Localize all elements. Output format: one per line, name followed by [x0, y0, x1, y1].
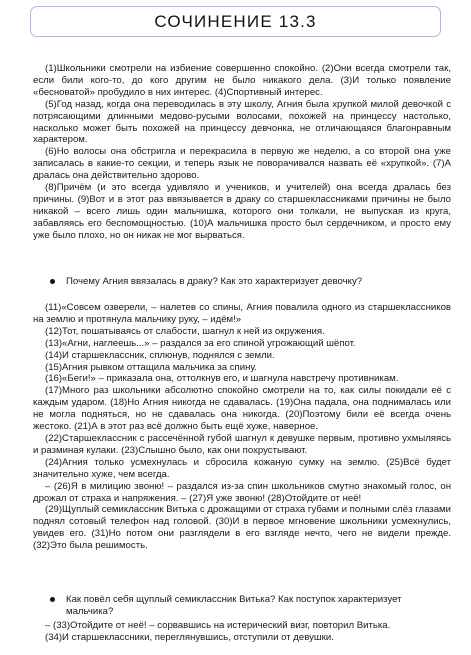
paragraph: (29)Щуплый семиклассник Витька с дрожащими от страха губами и полными слёз глазами поднял сотовый телефон над головой. (30)И в первое мгновение школьники усмехнулись, увидев его. (31)Но потом они разглядели в его взгляде нечто, чего не видели прежде. (32)Это была решимость.: [33, 504, 451, 552]
text-block-3: [33, 620, 451, 644]
paragraph: (1)Школьники смотрели на избиение совершенно спокойно. (2)Они всегда смотрели так, если били кого-то, до кого другим не было никакого дела. (3)И только появление «бесноватой» пробудило в них интерес. (4)Спортивный интерес.: [33, 63, 451, 98]
paragraph: (24)Агния только усмехнулась и сбросила кожаную сумку на землю. (25)Всё будет значительно хуже, чем всегда.: [33, 456, 451, 480]
paragraph: (34)И старшеклассники, переглянувшись, отступили от девушки.: [45, 631, 334, 643]
question-text: Как повёл себя щуплый семиклассник Витька? Как поступок характеризует мальчика?: [66, 594, 402, 617]
paragraph: (16)«Беги!» – приказала она, оттолкнув его, и шагнула навстречу противникам.: [45, 373, 399, 385]
text-block-1: [33, 63, 451, 242]
question-2: [50, 594, 450, 618]
paragraph: (11)«Совсем озверели, – налетев со спины, Агния повалила одного из старшеклассников на землю и протянула мальчику руку, – идём!»: [33, 302, 451, 325]
paragraph: (12)Тот, пошатываясь от слабости, шагнул к ней из окружения.: [45, 325, 325, 337]
paragraph: (15)Агния рывком оттащила мальчика за спину.: [45, 361, 257, 373]
paragraph: (14)И старшеклассник, сплюнув, поднялся с земли.: [45, 349, 275, 361]
paragraph: – (33)Отойдите от неё! – сорвавшись на истерический визг, повторил Витька.: [45, 620, 391, 631]
paragraph: (13)«Агни, наглеешь...» – раздался за его спиной угрожающий шёпот.: [45, 337, 356, 349]
question-text: Почему Агния ввязалась в драку? Как это характеризует девочку?: [66, 276, 363, 287]
paragraph: (8)Причём (и это всегда удивляло и учеников, и учителей) она всегда дралась без причины. (9)Вот и в этот раз ввязывается в драку со старшеклассниками причины не было никакой – всего лишь один мальчишка, которого они толкали, не выпуская из круга, забавляясь его беспомощностью. (10)А мальчишка просто был сердечником, и просто ему уже было плохо, но он никак не мог вырваться.: [33, 182, 451, 241]
paragraph: – (26)Я в милицию звоню! – раздался из-за спин школьников смутно знакомый голос, он дрожал от страха и напряжения. – (27)Я уже звоню! (28)Отойдите от неё!: [33, 480, 451, 504]
paragraph: (5)Год назад, когда она переводилась в эту школу, Агния была хрупкой милой девочкой с потрясающими длинными медово-русыми волосами, похожей на принцессу настолько, насколько может быть похожей на принцессу девчонка, не отличающаяся благонравным характером.: [33, 98, 451, 146]
bullet-icon: [50, 597, 55, 602]
bullet-icon: [50, 279, 55, 284]
paragraph: (22)Старшеклассник с рассечённой губой шагнул к девушке первым, противно ухмыляясь и разминая кулаки. (23)Слышно было, как они похрустывают.: [33, 432, 451, 456]
question-1: [50, 276, 450, 288]
page-title: СОЧИНЕНИЕ 13.3: [30, 6, 441, 37]
paragraph: (17)Много раз школьники абсолютно спокойно смотрели на то, как силы покидали её с каждым ударом. (18)Но Агния никогда не сдавалась. (19)Она падала, она поднималась или не могла подняться, но не сдавалась она никогда. (20)Поэтому били её всегда очень жестоко. (21)А в этот раз всё должно быть ещё хуже, наверное.: [33, 385, 451, 433]
paragraph: (6)Но волосы она обстригла и перекрасила в первую же неделю, а со второй она уже записалась в какие-то секции, и теперь язык не поворачивался назвать её «хрупкой». (7)А дралась она действительно здорово.: [33, 146, 451, 182]
text-block-2: [33, 302, 451, 552]
